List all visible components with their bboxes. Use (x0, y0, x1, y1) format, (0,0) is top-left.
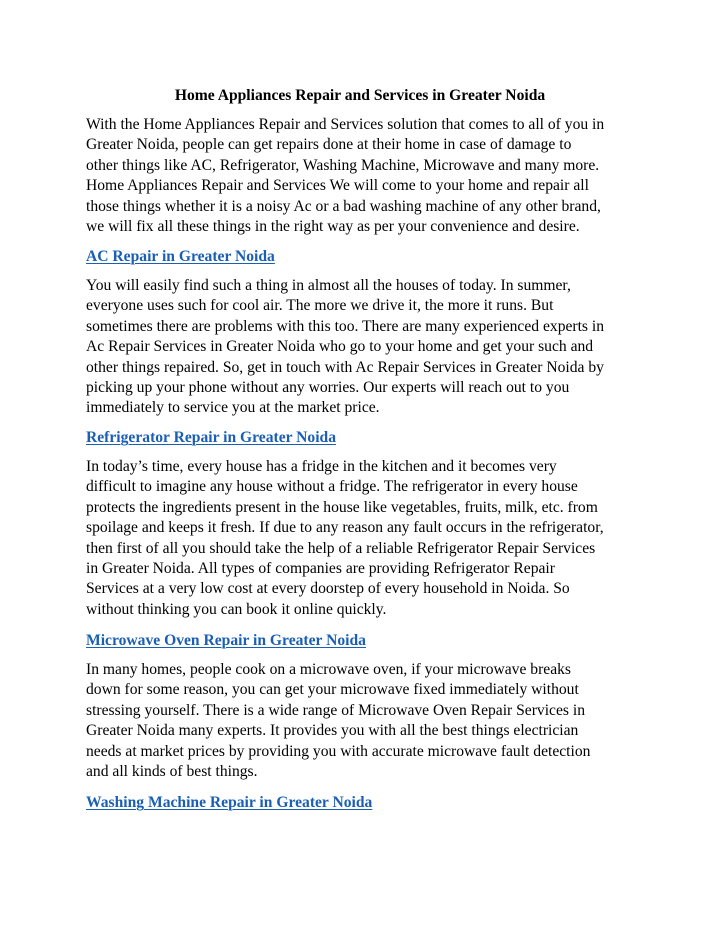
section-heading-ac-repair[interactable] (86, 247, 275, 267)
section-heading-microwave-repair[interactable] (86, 631, 366, 651)
section-heading-washing-machine-repair[interactable] (86, 793, 372, 813)
page-title: Home Appliances Repair and Services in Greater Noida (174, 87, 546, 104)
refrigerator-repair-link[interactable]: Refrigerator Repair in Greater Noida (86, 429, 337, 446)
section-heading-refrigerator-repair[interactable] (86, 428, 336, 448)
ac-repair-paragraph: You will easily find such a thing in almost all the houses of today. In summer, everyone uses such for cool air. The more we drive it, the more it runs. But sometimes there are problems with this too. There are many experienced experts in Ac Repair Services in Greater Noida who go to your home and get your such and other things repaired. So, get in touch with Ac Repair Services in Greater Noida by picking up your phone without any worries. Our experts will reach out to you immediately to service you at the market price. (86, 277, 605, 417)
washing-machine-repair-link[interactable]: Washing Machine Repair in Greater Noida (86, 794, 373, 811)
ac-repair-link[interactable]: AC Repair in Greater Noida (86, 248, 275, 265)
refrigerator-repair-paragraph: In today’s time, every house has a fridge in the kitchen and it becomes very difficult to imagine any house without a fridge. The refrigerator in every house protects the ingredients present in the house like vegetables, fruits, milk, etc. from spoilage and keeps it fresh. If due to any reason any fault occurs in the refrigerator, then first of all you should take the help of a reliable Refrigerator Repair Services in Greater Noida. All types of companies are providing Refrigerator Repair Services at a very low cost at every doorstep of every household in Noida. So without thinking you can book it online quickly. (86, 458, 604, 618)
intro-paragraph: With the Home Appliances Repair and Services solution that comes to all of you in Greater Noida, people can get repairs done at their home in case of damage to other things like AC, Refrigerator, Washing Machine, Microwave and many more. Home Appliances Repair and Services We will come to your home and repair all those things whether it is a noisy Ac or a bad washing machine of any other brand, we will fix all these things in the right way as per your convenience and desire. (86, 116, 605, 236)
microwave-repair-paragraph: In many homes, people cook on a microwave oven, if your microwave breaks down for some reason, you can get your microwave fixed immediately without stressing yourself. There is a wide range of Microwave Oven Repair Services in Greater Noida many experts. It provides you with all the best things electrician needs at market prices by providing you with accurate microwave fault detection and all kinds of best things. (86, 661, 591, 781)
microwave-repair-link[interactable]: Microwave Oven Repair in Greater Noida (86, 632, 366, 649)
